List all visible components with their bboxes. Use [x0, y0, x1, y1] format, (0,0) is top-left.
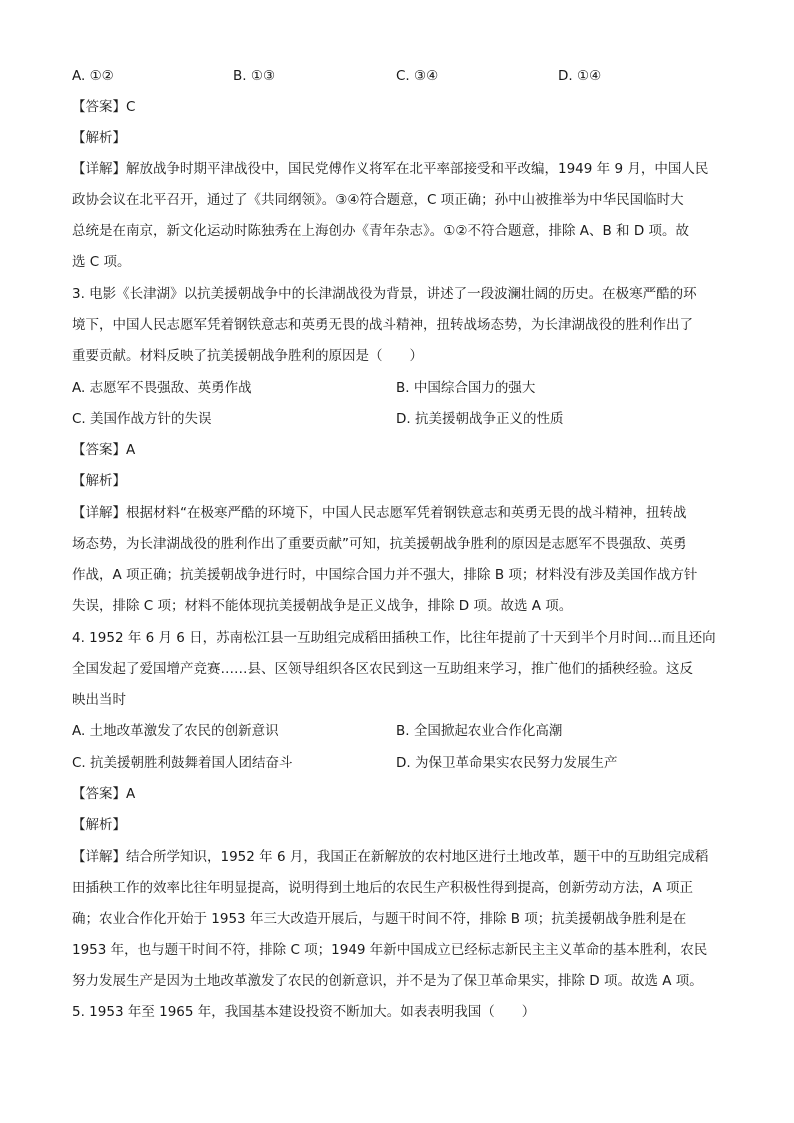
q3-answer: 【答案】A — [72, 442, 136, 458]
q3-detail-line-3: 作战，A 项正确；抗美援朝战争进行时，中国综合国力并不强大，排除 B 项；材料没有涉及美国作战方针 — [72, 567, 698, 583]
q4-option-d: D. 为保卫革命果实农民努力发展生产 — [396, 755, 618, 771]
q3-analysis-label: 【解析】 — [72, 473, 126, 489]
q2-option-c: C. ③④ — [396, 68, 439, 84]
q3-detail-line-2: 场态势，为长津湖战役的胜利作出了重要贡献”可知，抗美援朝战争胜利的原因是志愿军不畏强敌、英勇 — [72, 536, 687, 552]
q2-answer: 【答案】C — [72, 99, 136, 115]
q2-option-a: A. ①② — [72, 68, 114, 84]
q4-stem-line-3: 映出当时 — [72, 692, 126, 708]
q2-detail-line-4: 选 C 项。 — [72, 254, 131, 270]
q3-option-d: D. 抗美援朝战争正义的性质 — [396, 411, 564, 427]
q2-detail-line-3: 总统是在南京，新文化运动时陈独秀在上海创办《青年杂志》。①②不符合题意，排除 A、B 和 D 项。故 — [72, 223, 690, 239]
q3-option-b: B. 中国综合国力的强大 — [396, 380, 536, 396]
q4-detail-line-4: 1953 年，也与题干时间不符，排除 C 项；1949 年新中国成立已经标志新民主主义革命的基本胜利，农民 — [72, 942, 708, 958]
q2-option-d: D. ①④ — [558, 68, 602, 84]
q4-option-b: B. 全国掀起农业合作化高潮 — [396, 723, 563, 739]
q4-option-a: A. 土地改革激发了农民的创新意识 — [72, 723, 279, 739]
q2-analysis-label: 【解析】 — [72, 130, 126, 146]
q3-stem-line-1: 3. 电影《长津湖》以抗美援朝战争中的长津湖战役为背景，讲述了一段波澜壮阔的历史。在极寒严酷的环 — [72, 286, 697, 302]
q4-stem-line-1: 4. 1952 年 6 月 6 日，苏南松江县一互助组完成稻田插秧工作，比往年提前了十天到半个月时间…而且还向 — [72, 630, 716, 646]
q4-analysis-label: 【解析】 — [72, 817, 126, 833]
q4-detail-line-1: 【详解】结合所学知识，1952 年 6 月，我国正在新解放的农村地区进行土地改革，题干中的互助组完成稻 — [72, 849, 709, 865]
q4-stem-line-2: 全国发起了爱国增产竞赛……县、区领导组织各区农民到这一互助组来学习，推广他们的插秧经验。这反 — [72, 661, 693, 677]
q4-detail-line-2: 田插秧工作的效率比往年明显提高，说明得到土地后的农民生产积极性得到提高，创新劳动方法，A 项正 — [72, 880, 694, 896]
q3-detail-line-4: 失误，排除 C 项；材料不能体现抗美援朝战争是正义战争，排除 D 项。故选 A 项。 — [72, 598, 573, 614]
q3-option-c: C. 美国作战方针的失误 — [72, 411, 212, 427]
q4-detail-line-5: 努力发展生产是因为土地改革激发了农民的创新意识，并不是为了保卫革命果实，排除 D 项。故选 A 项。 — [72, 973, 703, 989]
q2-option-b: B. ①③ — [233, 68, 276, 84]
q5-stem: 5. 1953 年至 1965 年，我国基本建设投资不断加大。如表表明我国（ ） — [72, 1004, 536, 1020]
q4-option-c: C. 抗美援朝胜利鼓舞着国人团结奋斗 — [72, 755, 293, 771]
q3-detail-line-1: 【详解】根据材料“在极寒严酷的环境下，中国人民志愿军凭着钢铁意志和英勇无畏的战斗精神，扭转战 — [72, 505, 687, 521]
q2-detail-line-1: 【详解】解放战争时期平津战役中，国民党傅作义将军在北平率部接受和平改编，1949 年 9 月，中国人民 — [72, 161, 709, 177]
q3-option-a: A. 志愿军不畏强敌、英勇作战 — [72, 380, 252, 396]
q4-detail-line-3: 确；农业合作化开始于 1953 年三大改造开展后，与题干时间不符，排除 B 项；抗美援朝战争胜利是在 — [72, 911, 687, 927]
q3-stem-line-3: 重要贡献。材料反映了抗美援朝战争胜利的原因是（ ） — [72, 348, 423, 364]
q4-answer: 【答案】A — [72, 786, 136, 802]
q3-stem-line-2: 境下，中国人民志愿军凭着钢铁意志和英勇无畏的战斗精神，扭转战场态势，为长津湖战役的胜利作出了 — [72, 317, 693, 333]
q2-detail-line-2: 政协会议在北平召开，通过了《共同纲领》。③④符合题意，C 项正确；孙中山被推举为中华民国临时大 — [72, 192, 684, 208]
